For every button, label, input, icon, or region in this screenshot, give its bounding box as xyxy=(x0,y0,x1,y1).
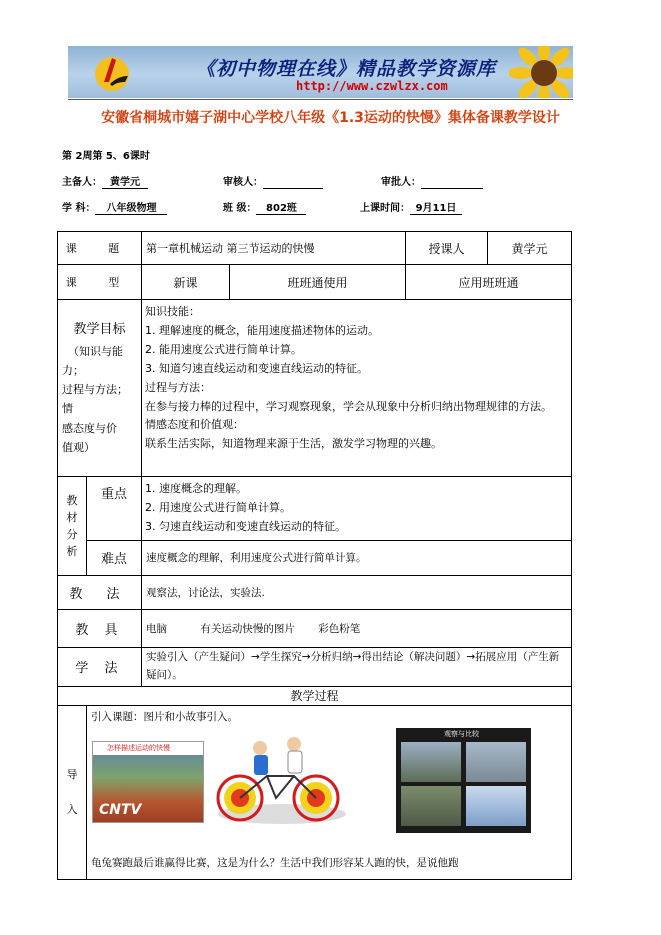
date-value: 9月11日 xyxy=(410,199,462,215)
main-preparer-label: 主备人： xyxy=(62,177,102,188)
process-label: 教学过程 xyxy=(58,686,572,705)
banner-url[interactable]: http://www.czwlzx.com xyxy=(296,79,448,93)
header-rule xyxy=(68,99,573,100)
analysis-char: 析 xyxy=(66,544,78,558)
objectives-label-cell xyxy=(58,300,142,477)
type-label: 课 型 xyxy=(58,265,142,300)
intro-title: 引入课题：图片和小故事引入。 xyxy=(91,710,238,723)
lecturer-label: 授课人 xyxy=(406,232,488,265)
reviewer-label: 审核人： xyxy=(223,177,263,188)
analysis-char: 材 xyxy=(66,510,78,524)
class-value: 802班 xyxy=(256,199,306,215)
objectives-sub-1: 力； xyxy=(62,363,84,377)
banner-title: 《初中物理在线》精品教学资源库 xyxy=(196,58,497,80)
objectives-sub-0: （知识与能 xyxy=(68,344,123,358)
intro-char: 入 xyxy=(66,803,78,817)
approver-label: 审批人： xyxy=(381,177,421,188)
date-row xyxy=(360,199,462,215)
tools-row xyxy=(58,609,572,647)
main-preparer-row xyxy=(62,173,148,189)
objective-line: 在参与接力棒的过程中，学习观察现象，学会从现象中分析归纳出物理规律的方法。 xyxy=(145,399,552,413)
objective-line: 2. 能用速度公式进行简单计算。 xyxy=(145,342,302,356)
photo-caption: 怎样描述运动的快慢 xyxy=(93,742,203,755)
analysis-char: 教 xyxy=(66,493,78,507)
reviewer-value xyxy=(263,177,323,189)
lecturer-value: 黄学元 xyxy=(488,232,572,265)
process-row xyxy=(58,686,572,705)
difficulty-value: 速度概念的理解，利用速度公式进行简单计算。 xyxy=(142,540,572,575)
subject-label: 学 科： xyxy=(62,203,96,214)
method-row xyxy=(58,575,572,609)
objective-line: 情感态度和价值观： xyxy=(145,418,244,432)
race-photo xyxy=(92,741,204,823)
learning-value: 实验引入（产生疑问）→学生探究→分析归纳→得出结论（解决问题）→拓展应用（产生新疑问）。 xyxy=(142,647,572,686)
tools-label: 教 具 xyxy=(58,609,142,647)
class-usage: 班班通使用 xyxy=(230,265,406,300)
date-label: 上课时间： xyxy=(360,203,410,214)
objective-line: 知识技能： xyxy=(145,305,200,318)
apply-label: 应用班班通 xyxy=(406,265,572,300)
method-value: 观察法，讨论法，实验法. xyxy=(142,575,572,609)
intro-label xyxy=(58,705,87,879)
learning-row xyxy=(58,647,572,686)
subject-value: 八年级物理 xyxy=(95,199,167,215)
objective-line: 过程与方法： xyxy=(145,380,211,394)
key-points-content xyxy=(142,477,572,541)
difficulty-row xyxy=(58,540,572,575)
document-title: 安徽省桐城市嬉子湖中心学校八年级《1.3运动的快慢》集体备课教学设计 xyxy=(101,110,560,126)
logo-icon xyxy=(92,52,132,92)
main-preparer-value: 黄学元 xyxy=(102,173,148,189)
type-row xyxy=(58,265,572,300)
week-session: 第 2周第 5、6课时 xyxy=(62,151,150,162)
objectives-row xyxy=(58,300,572,477)
topic-row xyxy=(58,232,572,265)
class-row xyxy=(223,199,306,215)
tools-value: 电脑 有关运动快慢的图片 彩色粉笔 xyxy=(142,609,572,647)
key-point: 2. 用速度公式进行简单计算。 xyxy=(145,500,291,514)
cntv-logo: CNTV xyxy=(99,802,142,818)
header-banner xyxy=(68,46,573,98)
key-points-row xyxy=(58,477,572,541)
reviewer-row xyxy=(223,173,323,189)
key-label: 重点 xyxy=(87,477,142,541)
sunflower-icon xyxy=(509,46,573,98)
intro-char: 导 xyxy=(66,768,78,782)
key-point: 3. 匀速直线运动和变速直线运动的特征。 xyxy=(145,519,346,533)
tandem-bicycle-picture xyxy=(212,726,347,826)
topic-value: 第一章机械运动 第三节运动的快慢 xyxy=(142,232,406,265)
method-label: 教 法 xyxy=(58,575,142,609)
objective-line: 3. 知道匀速直线运动和变速直线运动的特征。 xyxy=(145,361,368,375)
vehicles-photo xyxy=(396,728,531,833)
approver-value xyxy=(421,177,483,189)
subject-row xyxy=(62,199,167,215)
objectives-sub-5: 值观） xyxy=(62,440,95,454)
objective-line: 1. 理解速度的概念，能用速度描述物体的运动。 xyxy=(145,323,379,337)
intro-text: 龟兔赛跑最后谁赢得比赛，这是为什么？生活中我们形容某人跑的快，是说他跑 xyxy=(91,856,459,869)
objective-line: 联系生活实际，知道物理来源于生活，激发学习物理的兴趣。 xyxy=(145,437,442,451)
objectives-label: 教学目标 xyxy=(73,321,126,337)
analysis-label xyxy=(58,477,87,576)
difficulty-label: 难点 xyxy=(87,540,142,575)
analysis-char: 分 xyxy=(66,527,78,541)
class-label: 班 级： xyxy=(223,203,257,214)
objectives-content xyxy=(142,300,572,477)
photo-caption: 观察与比较 xyxy=(444,730,479,738)
type-value: 新课 xyxy=(142,265,230,300)
objectives-sub-2: 过程与方法； xyxy=(62,383,128,397)
learning-label: 学 法 xyxy=(58,647,142,686)
approver-row xyxy=(381,173,483,189)
topic-label: 课 题 xyxy=(58,232,142,265)
objectives-sub-4: 感态度与价 xyxy=(62,421,117,435)
objectives-sub-3: 情 xyxy=(62,402,73,416)
key-point: 1. 速度概念的理解。 xyxy=(145,482,247,495)
